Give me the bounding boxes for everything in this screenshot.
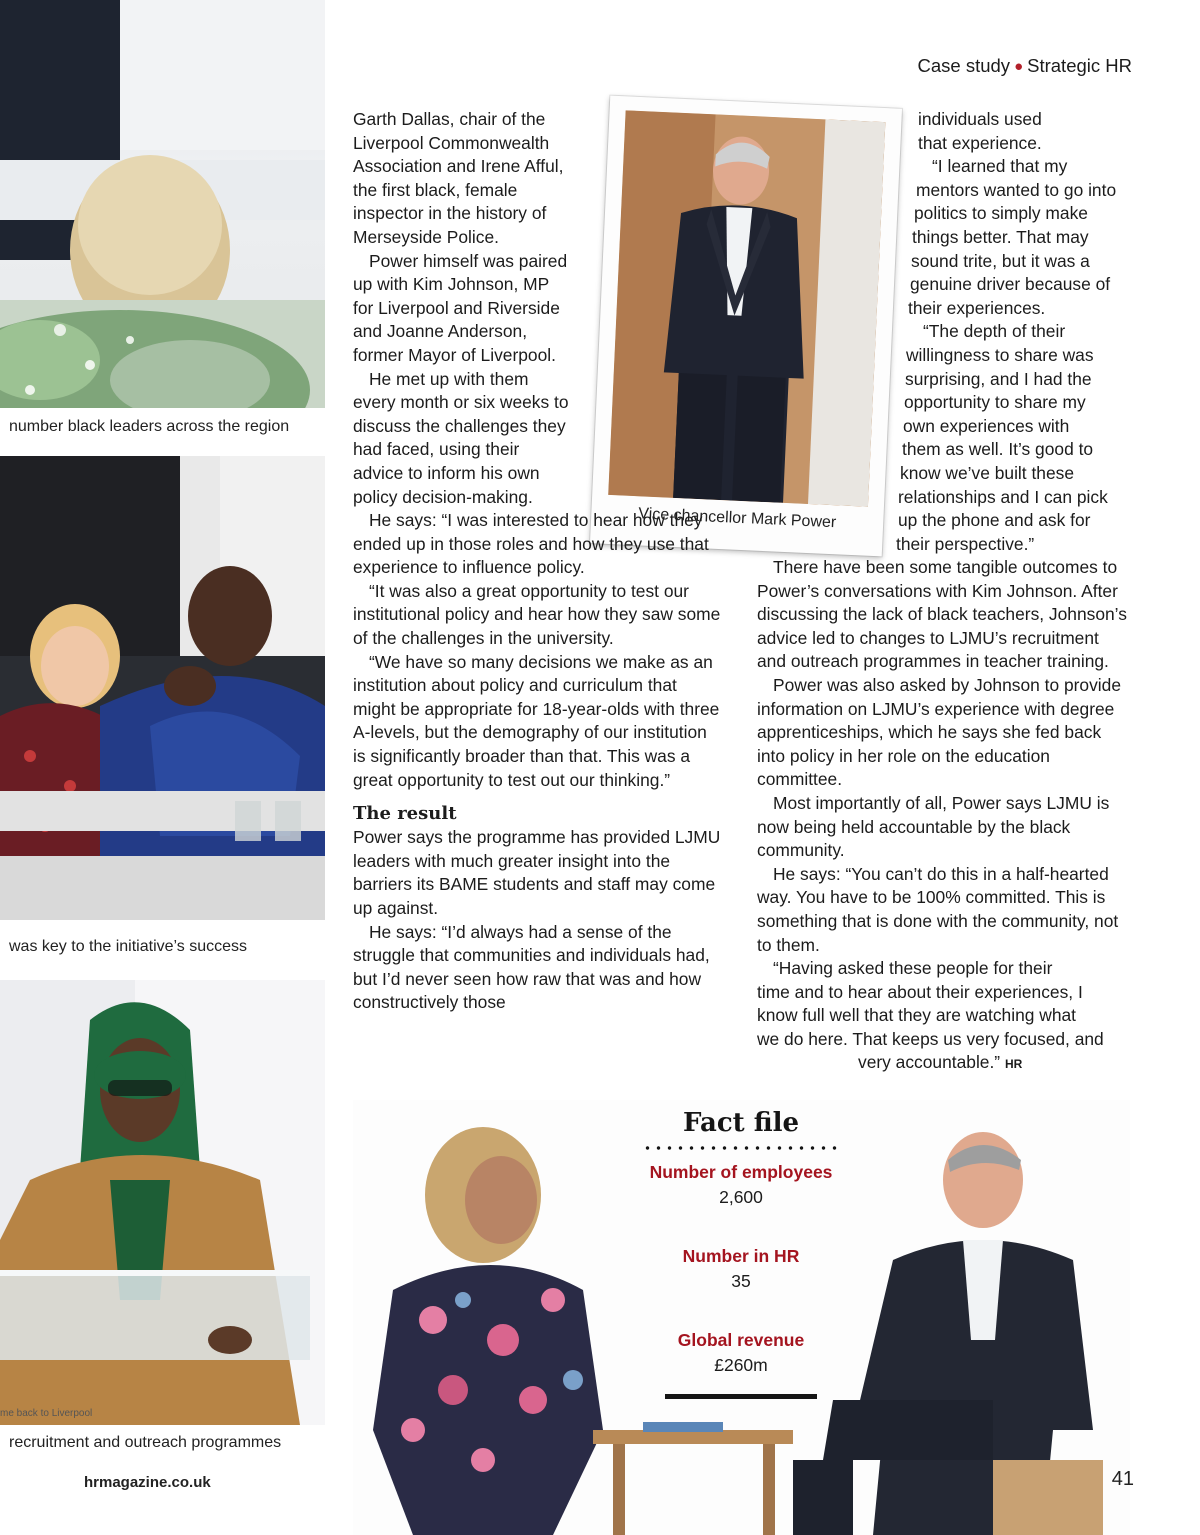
text-line: opportunity to share my	[904, 392, 1086, 413]
fact-value: £260m	[714, 1355, 768, 1375]
fact-label: Global revenue	[677, 1330, 805, 1350]
hr-end-mark: HR	[1004, 1057, 1023, 1072]
paragraph: Power himself was paired up with Kim Johnson, MP for Liverpool and Riverside and Joanne Anderson, former Mayor of Liverpool.	[353, 250, 568, 365]
photo-caption-middle: was key to the initiative’s success	[9, 938, 248, 955]
text-line: their experiences.	[908, 297, 1046, 318]
paragraph: He says: “I’d always had a sense of the struggle that communities and individuals had, but I’d never seen how raw that was and how constructively those	[353, 921, 710, 1013]
photo-caption-bottom: recruitment and outreach programmes	[9, 1434, 282, 1451]
text-line: up the phone and ask for	[898, 510, 1091, 531]
article-column-right-wrap	[0, 108, 1200, 556]
paragraph: Power says the programme has provided LJMU leaders with much greater insight into the barriers its BAME students and staff may come up against.	[353, 827, 721, 918]
fact-label: Number in HR	[682, 1246, 800, 1266]
text-line: we do here. That keeps us very focused, and	[757, 1028, 1104, 1049]
text-line: their perspective.”	[896, 533, 1035, 554]
text-line: politics to simply make	[914, 203, 1088, 224]
fact-label: Number of employees	[649, 1162, 833, 1182]
fact-file-box	[640, 1108, 842, 1399]
bullet-dot-icon: ●	[1014, 58, 1024, 75]
text-line: genuine driver because of	[910, 274, 1111, 295]
text-line: know full well that they are watching what	[757, 1005, 1076, 1026]
text-line	[757, 1051, 1129, 1077]
text-line: surprising, and I had the	[905, 368, 1092, 389]
fact-file-title: Fact file	[682, 1108, 800, 1138]
section-label: Case study	[917, 55, 1011, 76]
text-line: relationships and I can pick	[898, 486, 1108, 507]
fact-file-rule	[665, 1394, 817, 1399]
page-number: 41	[1111, 1468, 1134, 1490]
text-line: “Having asked these people for their	[773, 958, 1053, 979]
text-line: “I learned that my	[932, 156, 1068, 177]
closing-quote: very accountable.”	[858, 1052, 1001, 1073]
paragraph: “We have so many decisions we make as an institution about policy and curriculum that might be appropriate for 18-year-olds with three A-levels, but the demography of our institution is significantly broader than that. This was a great opportunity to test out our thinking.”	[353, 651, 720, 790]
text-line: know we’ve built these	[900, 462, 1074, 483]
text-line: own experiences with	[903, 415, 1070, 436]
text-line: willingness to share was	[906, 344, 1094, 365]
photo-speaker-lectern	[0, 980, 325, 1425]
article-column-right	[757, 556, 1129, 1077]
text-line: them as well. It’s good to	[902, 439, 1094, 460]
photo-caption-top: number black leaders across the region	[9, 418, 290, 435]
subheading-the-result: The result	[353, 803, 457, 825]
section-header	[918, 55, 1132, 77]
text-line: “The depth of their	[923, 321, 1066, 342]
text-line: time and to hear about their experiences, I	[757, 981, 1083, 1002]
paragraph: He says: “You can’t do this in a half-hearted way. You have to be 100% committed. This is something that is done with the community, not to them.	[757, 863, 1119, 955]
text-line: things better. That may	[912, 226, 1089, 247]
fact-value: 35	[731, 1271, 751, 1291]
paragraph: Power was also asked by Johnson to provide information on LJMU’s experience with degree apprenticeships, which he says she fed back into policy in her role on the education committee.	[757, 674, 1122, 790]
paragraph: He met up with them every month or six weeks to discuss the challenges they had faced, using their advice to inform his own policy decision-making.	[353, 368, 569, 507]
paragraph: He says: “I was interested to hear how they ended up in those roles and how they use that experience to influence policy.	[353, 510, 709, 578]
paragraph: There have been some tangible outcomes to Power’s conversations with Kim Johnson. After discussing the lack of black teachers, Johnson’s advice led to changes to LJMU’s recruitment and outreach programmes in teacher training.	[757, 557, 1127, 672]
footer-site-url: hrmagazine.co.uk	[84, 1474, 211, 1491]
portrait-caption: Vice chancellor Mark Power	[637, 505, 837, 532]
paragraph: Garth Dallas, chair of the Liverpool Commonwealth Association and Irene Afful, the first black, female inspector in the history of Merseyside Police.	[353, 109, 564, 247]
text-line: individuals used	[918, 109, 1042, 129]
paragraph: Most importantly of all, Power says LJMU is now being held accountable by the black community.	[757, 792, 1110, 861]
text-line: mentors wanted to go into	[916, 179, 1117, 200]
subsection-label: Strategic HR	[1027, 55, 1132, 76]
lectern-sign-text: me back to Liverpool	[0, 1408, 93, 1419]
text-line: sound trite, but it was a	[911, 250, 1090, 271]
text-line: that experience.	[918, 132, 1042, 153]
fact-value: 2,600	[719, 1187, 763, 1207]
dotted-divider	[642, 1144, 840, 1152]
paragraph: “It was also a great opportunity to test our institutional policy and hear how they saw some of the challenges in the university.	[353, 580, 721, 649]
